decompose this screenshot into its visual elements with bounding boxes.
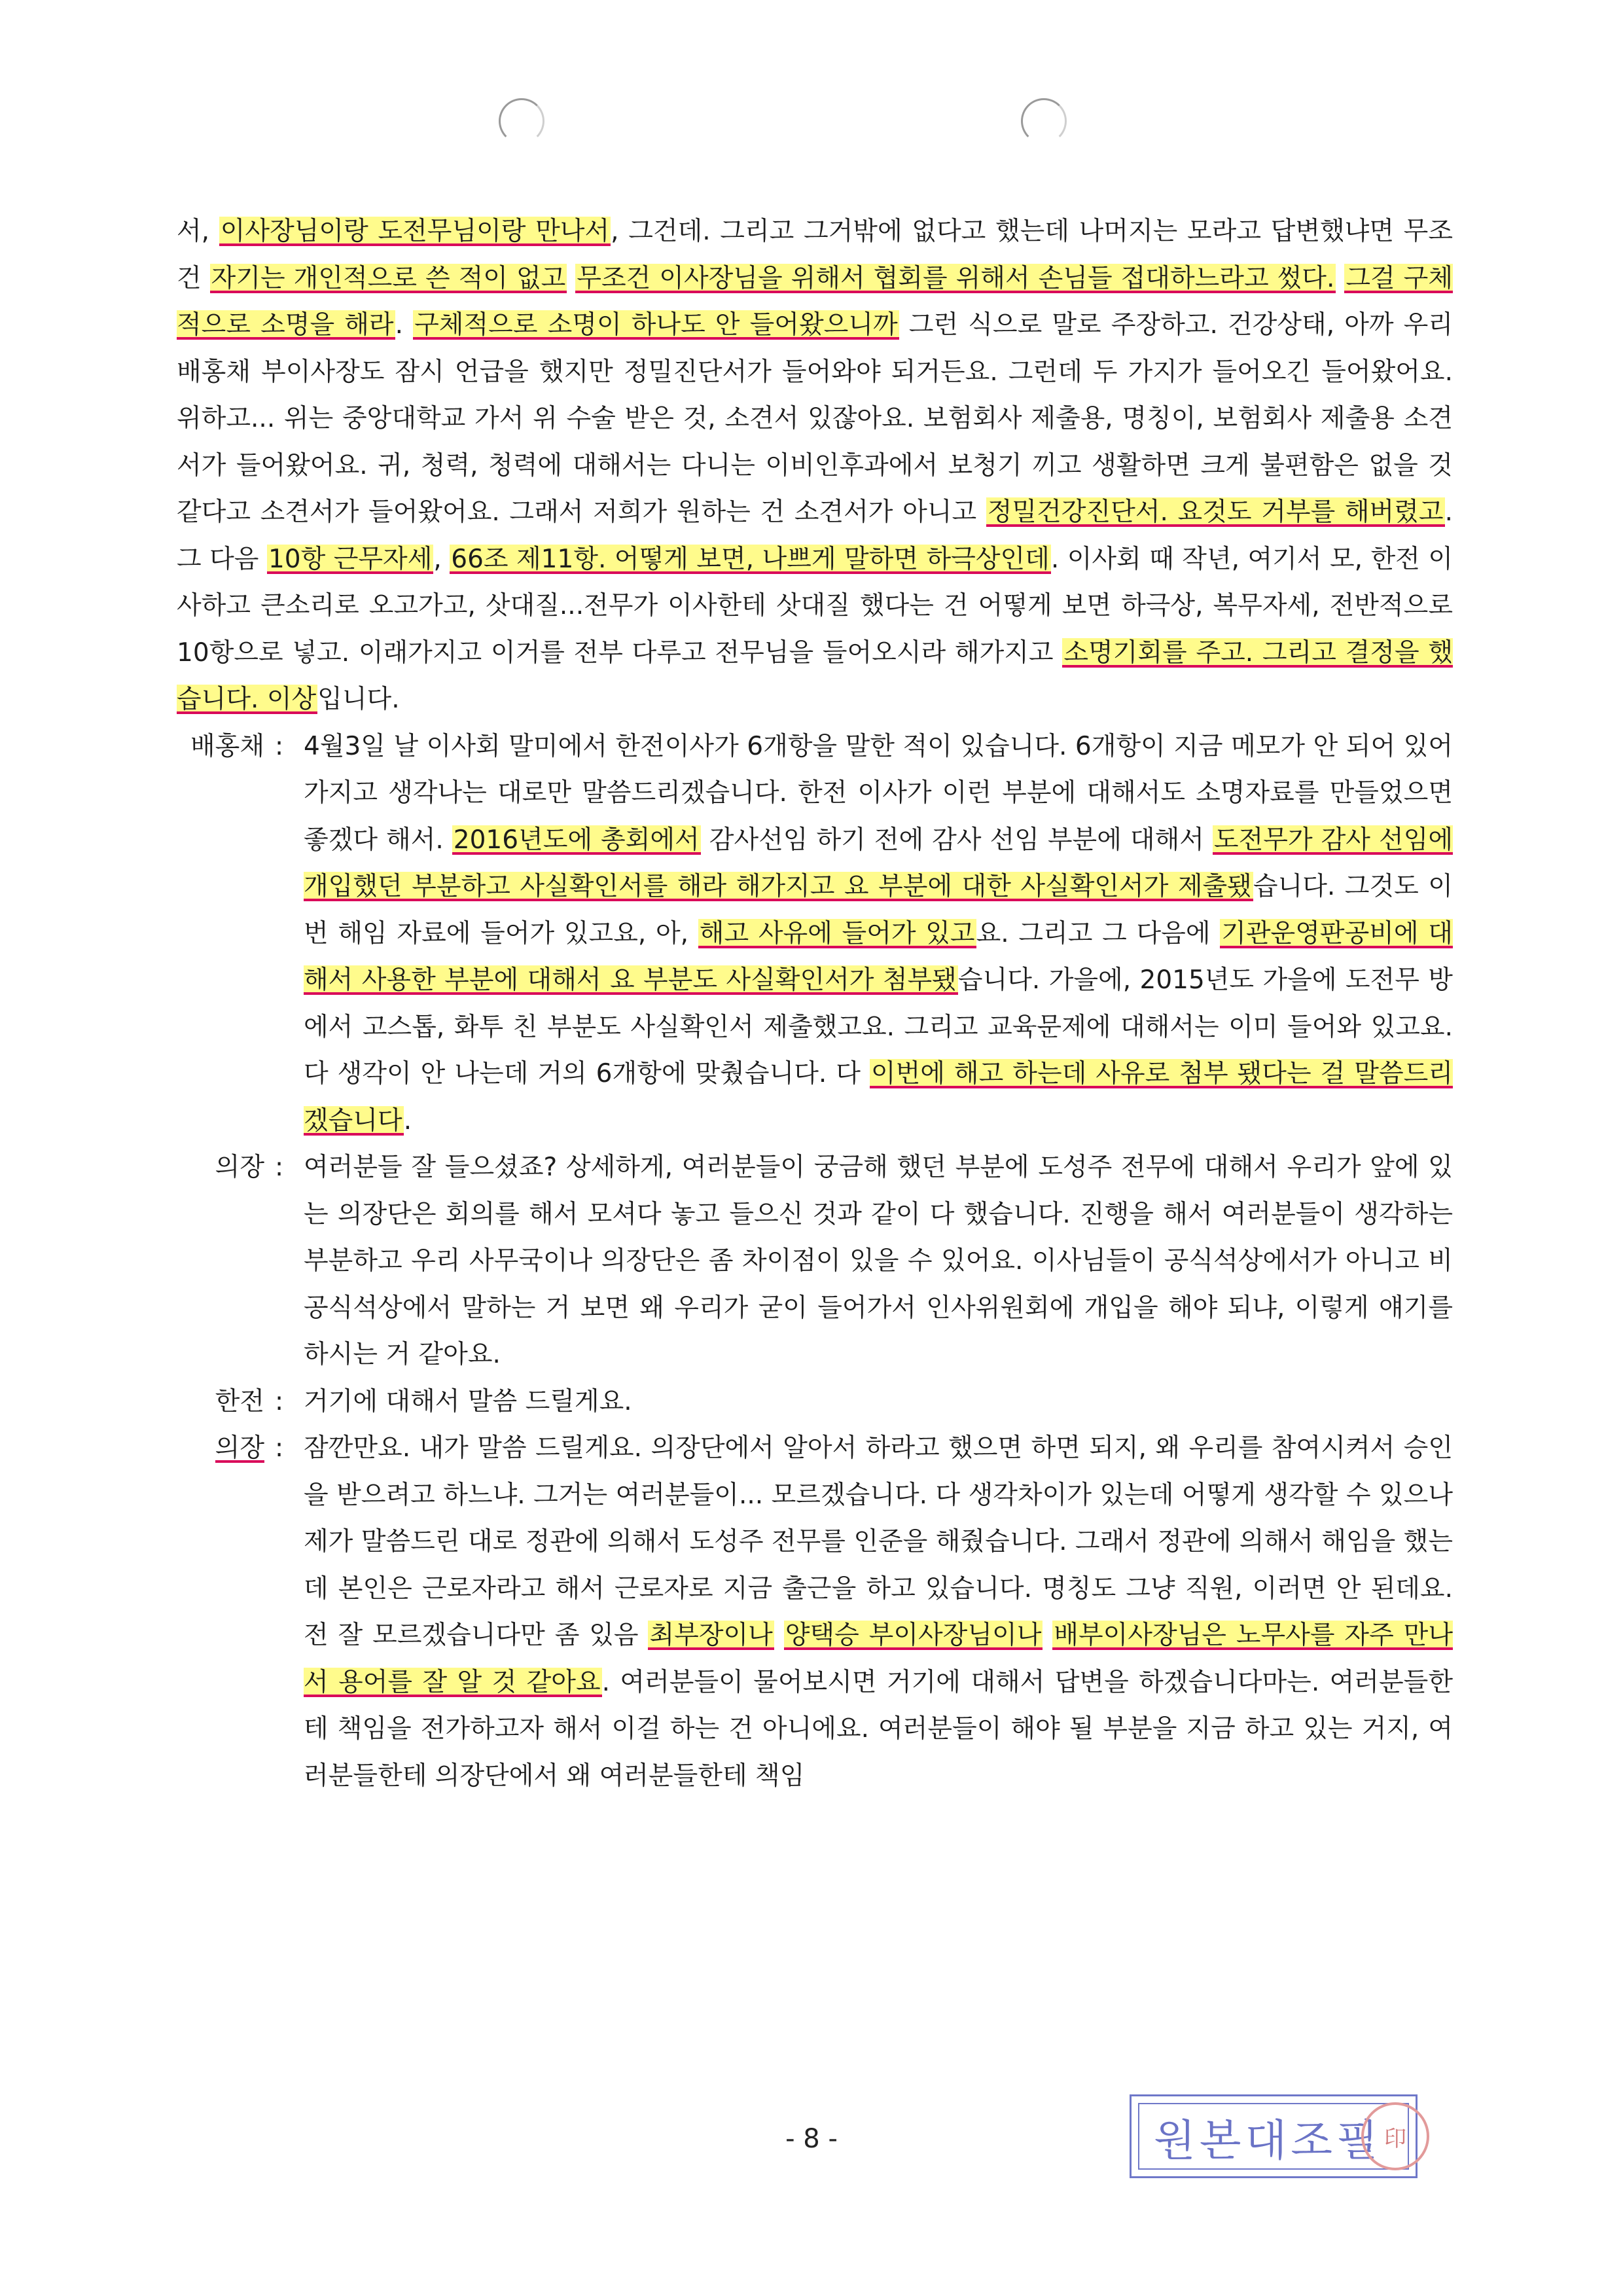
highlighted-phrase: 해고 사유에 들어가 있고 xyxy=(699,918,975,948)
page-number: - 8 - xyxy=(785,2124,838,2154)
speaker-colon: : xyxy=(275,1386,284,1416)
text-run: 4월3일 날 이사회 말미에서 한전이사가 6개항을 말한 적이 있습니다. 6개항이 지금 메모가 안 되어 있어가지고 생각나는 대로만 말씀드리겠습니다. 한전 이사가 이런 부분에 대해서도 소명자료를 만들었으면 좋겠다 해서. xyxy=(304,731,1453,855)
text-run: . 여러분들이 물어보시면 거기에 대해서 답변을 하겠습니다마는. 여러분들한테 책임을 전가하고자 해서 이걸 하는 건 아니에요. 여러분들이 해야 될 부분을 지금 하고 있는 거지, 여러분들한테 의장단에서 왜 여러분들한테 책임 xyxy=(304,1667,1453,1791)
red-seal-icon: 印 xyxy=(1361,2102,1429,2170)
text-run: 거기에 대해서 말씀 드릴게요. xyxy=(304,1386,632,1416)
text-run: 습니다. 가을에, 2015년도 가을에 도전무 방에서 고스톱, 화투 친 부분도 사실확인서 제출했고요. 그리고 교육문제에 대해서는 이미 들어와 있고요. 다 생각이 안 나는데 거의 6개항에 맞췄습니다. 다 xyxy=(304,965,1453,1088)
speaker-name xyxy=(177,1425,275,1799)
highlighted-phrase: 구체적으로 소명이 하나도 안 들어왔으니까 xyxy=(414,310,898,340)
text-run: 감사선임 하기 전에 감사 선임 부분에 대해서 xyxy=(700,825,1213,855)
text-run: . xyxy=(403,1105,412,1136)
highlighted-phrase: 최부장이나 xyxy=(649,1621,773,1650)
highlighted-phrase: 기관운영판공비에 대해서 사용한 부분에 대해서 요 부분도 사실확인서가 첨부됐 xyxy=(304,918,1453,995)
speaker-colon: : xyxy=(275,1433,284,1463)
text-run: , xyxy=(433,544,450,574)
speaker-colon: : xyxy=(275,731,284,761)
highlighted-phrase: 66조 제11항. 어떻게 보면, 나쁘게 말하면 하극상인데 xyxy=(451,544,1050,574)
speech-text xyxy=(304,1144,1453,1378)
speech-text xyxy=(304,1425,1453,1799)
speaker-colon: : xyxy=(275,1153,284,1182)
text-run: , 그건데. 그리고 그거밖에 없다고 했는데 나머지는 모라고 답변했냐면 무조건 xyxy=(177,217,1454,293)
speech-list xyxy=(177,723,1453,1800)
highlighted-phrase: 소명기회를 주고. 그리고 결정을 했습니다. 이상 xyxy=(177,637,1454,714)
speech-text xyxy=(304,723,1453,1145)
speaker-name xyxy=(177,723,275,1145)
transcript-body xyxy=(177,208,1453,1799)
text-run xyxy=(1336,264,1344,293)
text-run: 입니다. xyxy=(317,685,400,714)
punch-hole-right xyxy=(1021,98,1067,144)
highlighted-phrase: 무조건 이사장님을 위해서 협회를 위해서 손님들 접대하느라고 썼다. xyxy=(577,263,1335,293)
highlighted-phrase: 이번에 해고 하는데 사유로 첨부 됐다는 걸 말씀드리겠습니다 xyxy=(304,1059,1453,1136)
text-run: 서, xyxy=(177,217,219,246)
speaker-label: 의장 xyxy=(215,1153,264,1182)
text-run: 그런 식으로 말로 주장하고. 건강상태, 아까 우리 배홍채 부이사장도 잠시 언급을 했지만 정밀진단서가 들어와야 되거든요. 그런데 두 가지가 들어오긴 들어왔어요. 위하고... 위는 중앙대학교 가서 위 수술 받은 것, 소견서 있잖아요. 보험회사 제출용, 명칭이, 보험회사 제출용 소견서가 들어왔어요. 귀, 청력, 청력에 대해서는 다니는 이비인후과에서 보청기 끼고 생활하면 크게 불편함은 없을 것 같다고 소견서가 들어왔어요. 그래서 저희가 원하는 건 소견서가 아니고 xyxy=(177,310,1453,527)
highlighted-phrase: 그걸 구체적으로 소명을 해라 xyxy=(177,263,1454,340)
highlighted-phrase: 10항 근무자세 xyxy=(268,544,433,574)
stamp-text: 원본대조필 xyxy=(1154,2115,1382,2166)
speech-entry xyxy=(177,723,1453,1145)
speaker-label: 의장 xyxy=(215,1433,264,1463)
highlighted-phrase: 양택승 부이사장님이나 xyxy=(785,1621,1042,1650)
text-run: 잠깐만요. 내가 말씀 드릴게요. 의장단에서 알아서 하라고 했으면 하면 되지, 왜 우리를 참여시켜서 승인을 받으려고 하느냐. 그거는 여러분들이... 모르겠습니다. 다 생각차이가 있는데 어떻게 생각할 수 있으나 제가 말씀드린 대로 정관에 의해서 도성주 전무를 인준을 해줬습니다. 그래서 정관에 의해서 해임을 했는데 본인은 근로자라고 해서 근로자로 지금 출근을 하고 있습니다. 명칭도 그냥 직원, 이러면 안 된데요. 전 잘 모르겠습니다만 좀 있음 xyxy=(304,1433,1453,1650)
intro-paragraph xyxy=(177,208,1453,723)
speech-entry xyxy=(177,1144,1453,1378)
speech-entry xyxy=(177,1378,1453,1426)
highlighted-phrase: 도전무가 감사 선임에 개입했던 부분하고 사실확인서를 해라 해가지고 요 부분에 대한 사실확인서가 제출됐 xyxy=(304,825,1453,901)
speaker-name xyxy=(177,1144,275,1378)
highlighted-phrase: 정밀건강진단서. 요것도 거부를 해버렸고 xyxy=(987,497,1444,527)
text-run xyxy=(774,1621,784,1650)
highlighted-phrase: 2016년도에 총회에서 xyxy=(453,825,700,855)
highlighted-phrase: 자기는 개인적으로 쓴 적이 없고 xyxy=(211,263,566,293)
speaker-label: 한전 xyxy=(215,1386,264,1416)
text-run: . 그 다음 xyxy=(177,497,1453,574)
punch-hole-left xyxy=(499,98,544,144)
speech-entry xyxy=(177,1425,1453,1799)
speaker-name xyxy=(177,1378,275,1426)
text-run: . 이사회 때 작년, 여기서 모, 한전 이사하고 큰소리로 오고가고, 삿대질...전무가 이사한테 삿대질 했다는 건 어떻게 보면 하극상, 복무자세, 전반적으로 10항으로 넣고. 이래가지고 이거를 전부 다루고 전무님을 들어오시라 해가지고 xyxy=(177,544,1453,668)
text-run xyxy=(567,264,575,293)
text-run: 습니다. 그것도 이번 해임 자료에 들어가 있고요, 아, xyxy=(304,872,1453,948)
text-run: 여러분들 잘 들으셨죠? 상세하게, 여러분들이 궁금해 했던 부분에 도성주 전무에 대해서 우리가 앞에 있는 의장단은 회의를 해서 모셔다 놓고 들으신 것과 같이 다 했습니다. 진행을 해서 여러분들이 생각하는 부분하고 우리 사무국이나 의장단은 좀 차이점이 있을 수 있어요. 이사님들이 공식석상에서가 아니고 비공식석상에서 말하는 거 보면 왜 우리가 굳이 들어가서 인사위원회에 개입을 해야 되냐, 이렇게 얘기를 하시는 거 같아요. xyxy=(304,1153,1453,1369)
text-run xyxy=(1043,1621,1052,1650)
speech-text xyxy=(304,1378,1453,1426)
highlighted-phrase: 이사장님이랑 도전무님이랑 만나서 xyxy=(220,217,610,246)
highlighted-phrase: 배부이사장님은 노무사를 자주 만나서 용어를 잘 알 것 같아요 xyxy=(304,1621,1454,1697)
speaker-label: 배홍채 xyxy=(190,731,264,761)
text-run: 요. 그리고 그 다음에 xyxy=(976,918,1221,948)
text-run: . xyxy=(395,310,414,340)
